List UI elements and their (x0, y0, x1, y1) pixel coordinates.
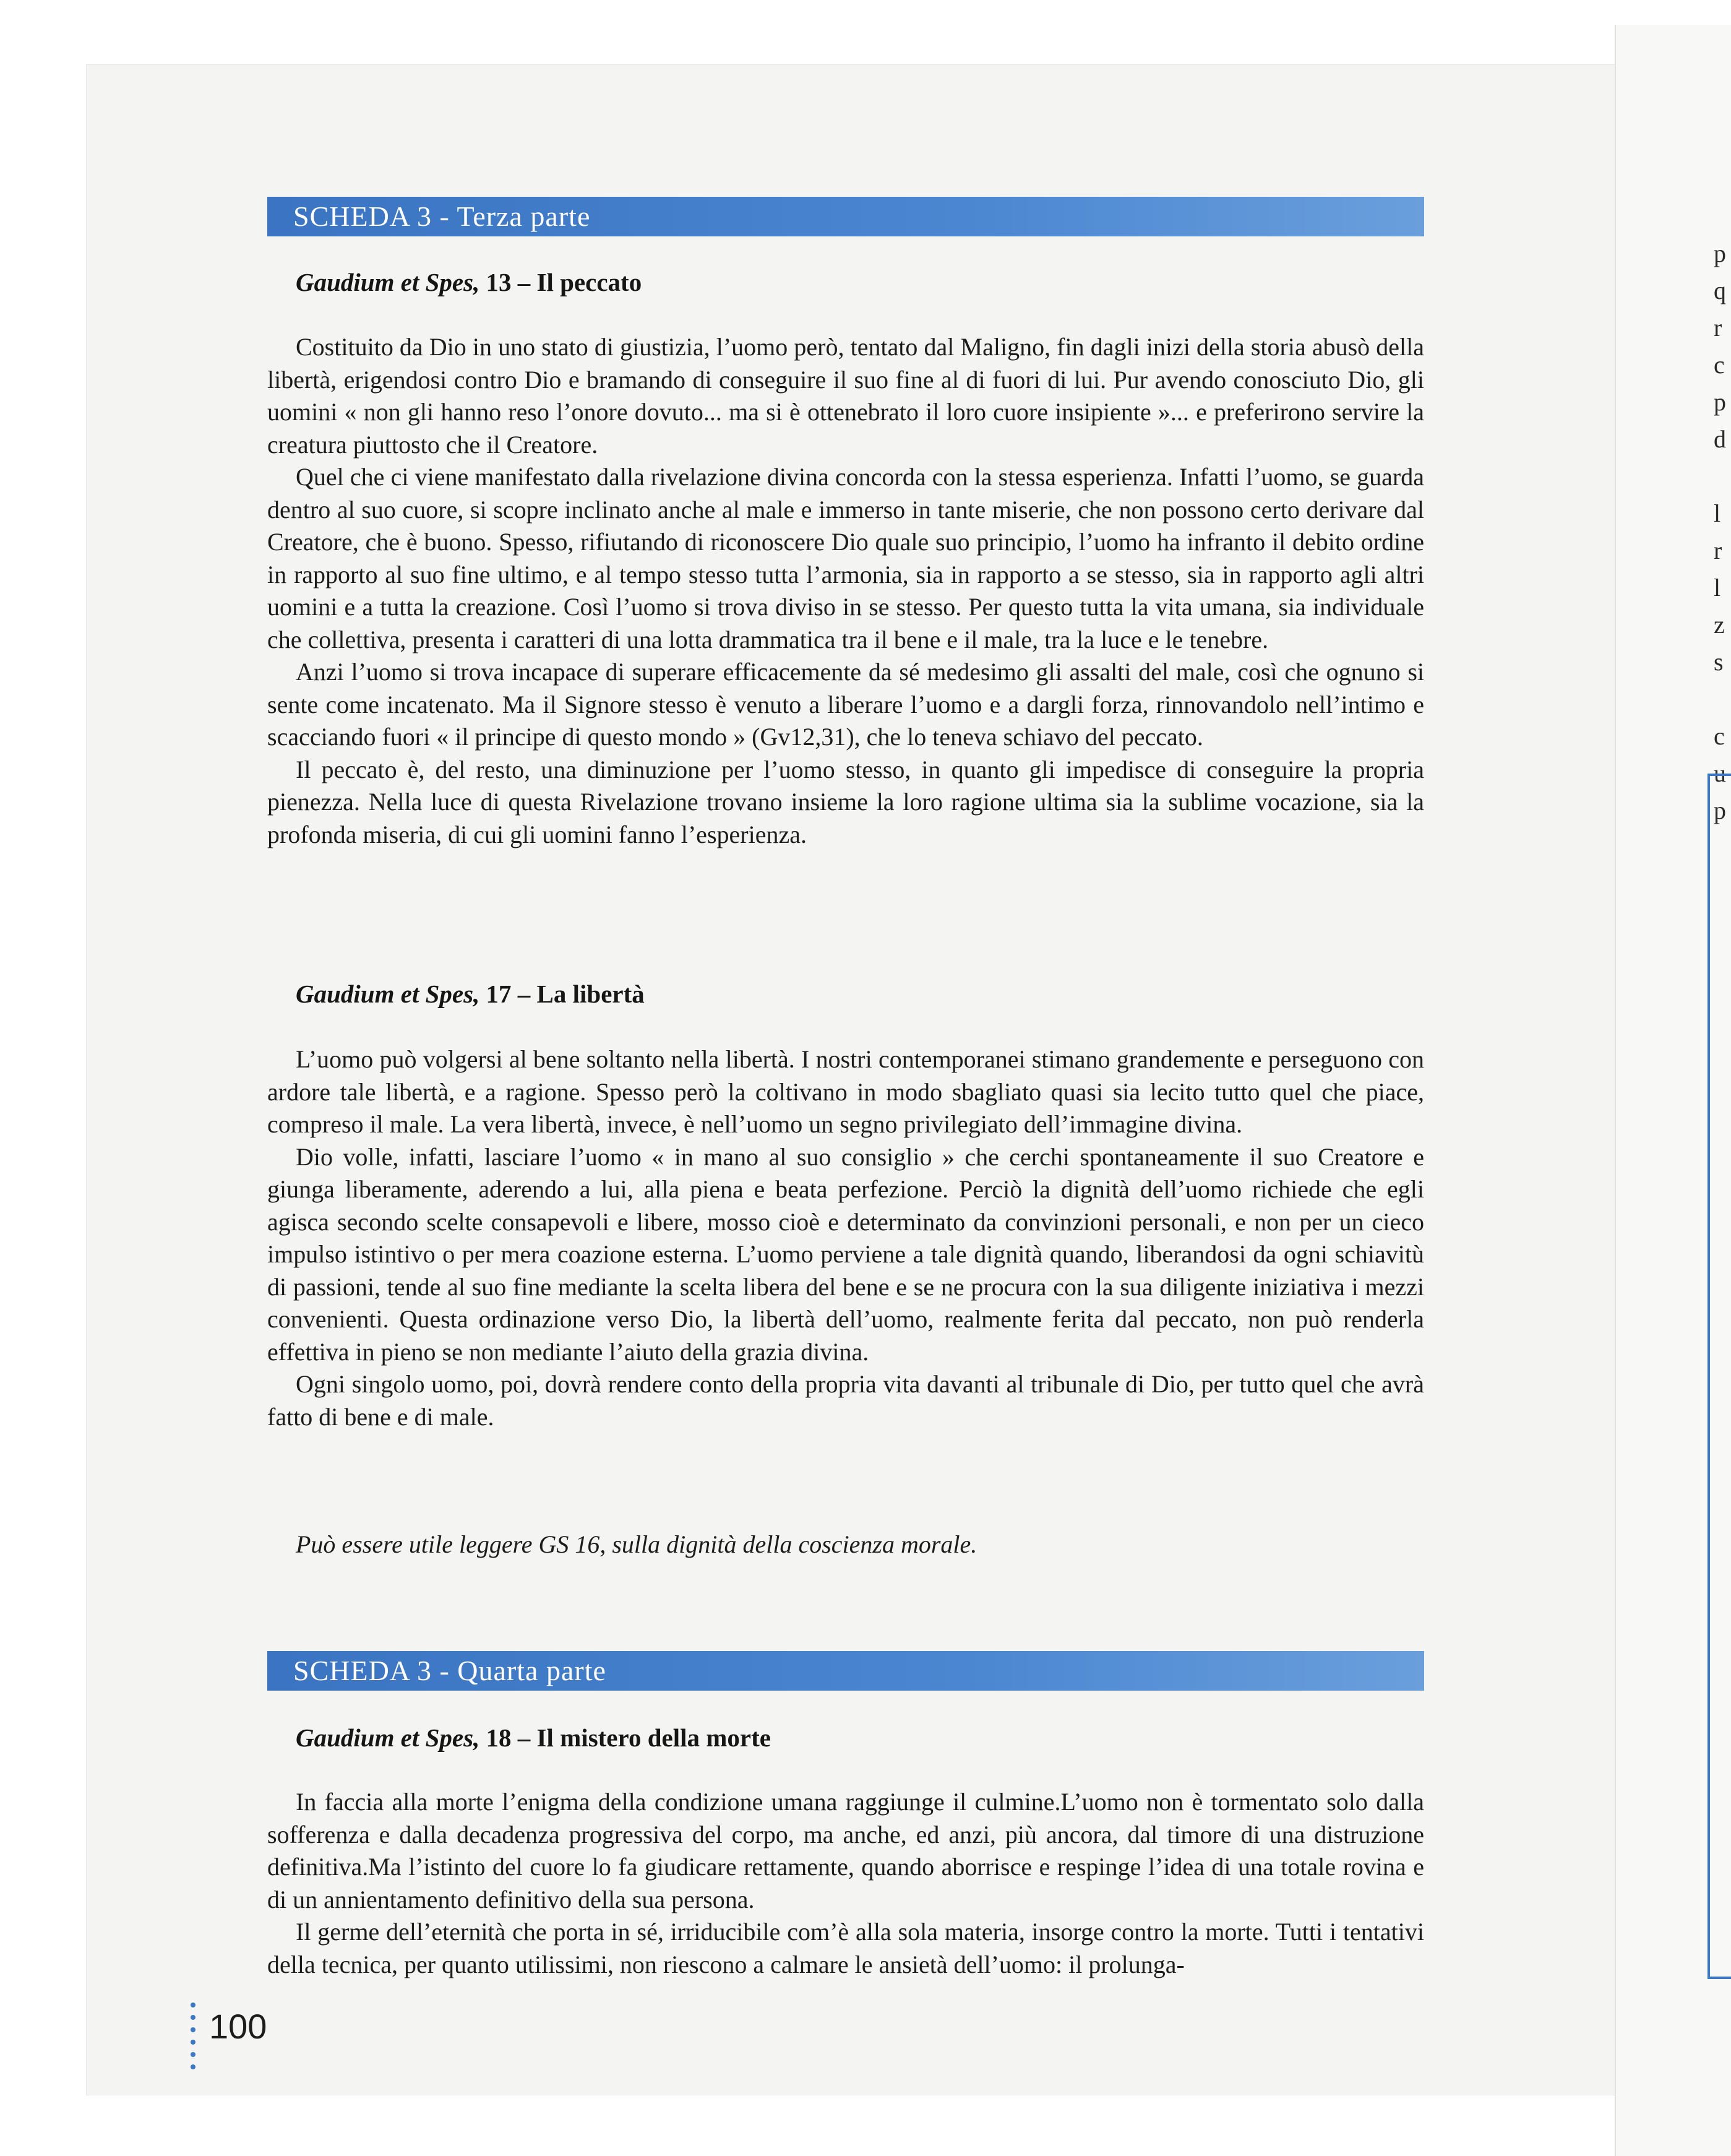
facing-page-frame (1707, 774, 1731, 1979)
paragraph: Anzi l’uomo si trova incapace di superare efficacemente da sé medesimo gli assalti del male, così che ognuno si sente come incatenato. Ma il Signore stesso è venuto a liberare l’uomo e a dargli forza, rinnovandolo nell’intimo e scacciando fuori « il principe di questo mondo » (Gv12,31), che lo teneva schiavo del peccato. (267, 658, 1424, 751)
page-number-dots (191, 2003, 198, 2077)
facing-letter: p (1714, 796, 1726, 824)
facing-letter: l (1714, 499, 1721, 527)
heading-source: Gaudium et Spes, (296, 268, 480, 296)
paragraph: Dio volle, infatti, lasciare l’uomo « in mano al suo consiglio » che cerchi spontaneamente il suo Creatore e giunga liberamente, aderendo a lui, alla piena e beata perfezione. Perciò la dignità dell’uomo richiede che egli agisca secondo scelte consapevoli e libere, mosso cioè e determinato da convinzioni personali, e non per un cieco impulso istintivo o per mera coazione esterna. L’uomo perviene a tale dignità quando, liberandosi da ogni schiavitù di passioni, tende al suo fine mediante la scelta libera del bene e se ne procura con la sua diligente iniziativa i mezzi convenienti. Questa ordinazione verso Dio, la libertà dell’uomo, realmente ferita dal peccato, non può renderla effettiva in pieno se non mediante l’aiuto della grazia divina. (267, 1142, 1424, 1366)
heading-title: 18 – Il mistero della morte (479, 1723, 771, 1752)
facing-letter: r (1714, 537, 1722, 564)
facing-page-letters (1714, 235, 1726, 829)
paragraph: Il germe dell’eternità che porta in sé, irriducibile com’è alla sola materia, insorge contro la morte. Tutti i tentativi della tecnica, per quanto utilissimi, non riescono a calmare le ansietà dell’uomo: il prolunga- (267, 1918, 1424, 1978)
page-number: 100 (209, 2007, 267, 2046)
text-block-morte (267, 1786, 1424, 1981)
facing-letter (1714, 681, 1726, 718)
heading-source: Gaudium et Spes, (296, 1723, 480, 1752)
facing-letter: d (1714, 425, 1726, 453)
heading-title: 17 – La libertà (479, 980, 645, 1008)
section-banner-terza-parte: SCHEDA 3 - Terza parte (267, 197, 1424, 236)
section-heading-liberta (296, 978, 645, 1010)
text-block-peccato (267, 331, 1424, 851)
paragraph: In faccia alla morte l’enigma della condizione umana raggiunge il culmine.L’uomo non è tormentato solo dalla sofferenza e dalla decadenza progressiva del corpo, ma anche, ed anzi, più ancora, dal timore di una distruzione definitiva.Ma l’istinto del cuore lo fa giudicare rettamente, quando aborrisce e respinge l’idea di una totale rovina e di un annientamento definitivo della sua persona. (267, 1788, 1424, 1913)
text-block-liberta (267, 1043, 1424, 1433)
facing-letter: c (1714, 722, 1725, 750)
heading-title: 13 – Il peccato (479, 268, 642, 296)
heading-source: Gaudium et Spes, (296, 980, 480, 1008)
facing-letter: p (1714, 239, 1726, 267)
facing-letter: u (1714, 759, 1726, 787)
paragraph: L’uomo può volgersi al bene soltanto nella libertà. I nostri contemporanei stimano grandemente e perseguono con ardore tale libertà, e a ragione. Spesso però la coltivano in modo sbagliato quasi sia lecito tutto quel che piace, compreso il male. La vera libertà, invece, è nell’uomo un segno privilegiato dell’immagine divina. (267, 1045, 1424, 1138)
paragraph: Costituito da Dio in uno stato di giustizia, l’uomo però, tentato dal Maligno, fin dagli inizi della storia abusò della libertà, erigendosi contro Dio e bramando di conseguire il suo fine al di fuori di lui. Pur avendo conosciuto Dio, gli uomini « non gli hanno reso l’onore dovuto... ma si è ottenebrato il loro cuore insipiente »... e preferirono servire la creatura piuttosto che il Creatore. (267, 333, 1424, 459)
facing-letter: z (1714, 611, 1725, 639)
paragraph: Quel che ci viene manifestato dalla rivelazione divina concorda con la stessa esperienza. Infatti l’uomo, se guarda dentro al suo cuore, si scopre inclinato anche al male e immerso in tante miserie, che non possono certo derivare dal Creatore, che è buono. Spesso, rifiutando di riconoscere Dio quale suo principio, l’uomo ha infranto il debito ordine in rapporto al suo fine ultimo, e al tempo stesso tutta l’armonia, sia in rapporto a se stesso, sia in rapporto agli altri uomini e a tutta la creazione. Così l’uomo si trova diviso in se stesso. Per questo tutta la vita umana, sia individuale che collettiva, presenta i caratteri di una lotta drammatica tra il bene e il male, tra la luce e le tenebre. (267, 463, 1424, 653)
paragraph: Il peccato è, del resto, una diminuzione per l’uomo stesso, in quanto gli impedisce di conseguire la propria pienezza. Nella luce di questa Rivelazione trovano insieme la loro ragione ultima sia la sublime vocazione, sia la profonda miseria, di cui gli uomini fanno l’esperienza. (267, 755, 1424, 848)
reading-note: Può essere utile leggere GS 16, sulla dignità della coscienza morale. (296, 1530, 977, 1558)
facing-letter: l (1714, 574, 1721, 602)
facing-letter: r (1714, 314, 1722, 342)
facing-letter: s (1714, 648, 1724, 676)
facing-letter: p (1714, 388, 1726, 416)
section-banner-quarta-parte: SCHEDA 3 - Quarta parte (267, 1651, 1424, 1691)
facing-letter (1714, 458, 1726, 495)
section-heading-peccato (296, 266, 642, 298)
facing-letter: c (1714, 351, 1725, 379)
section-heading-morte (296, 1722, 771, 1754)
facing-letter: q (1714, 277, 1726, 304)
paragraph: Ogni singolo uomo, poi, dovrà rendere conto della propria vita davanti al tribunale di Dio, per tutto quel che avrà fatto di bene e di male. (267, 1370, 1424, 1431)
